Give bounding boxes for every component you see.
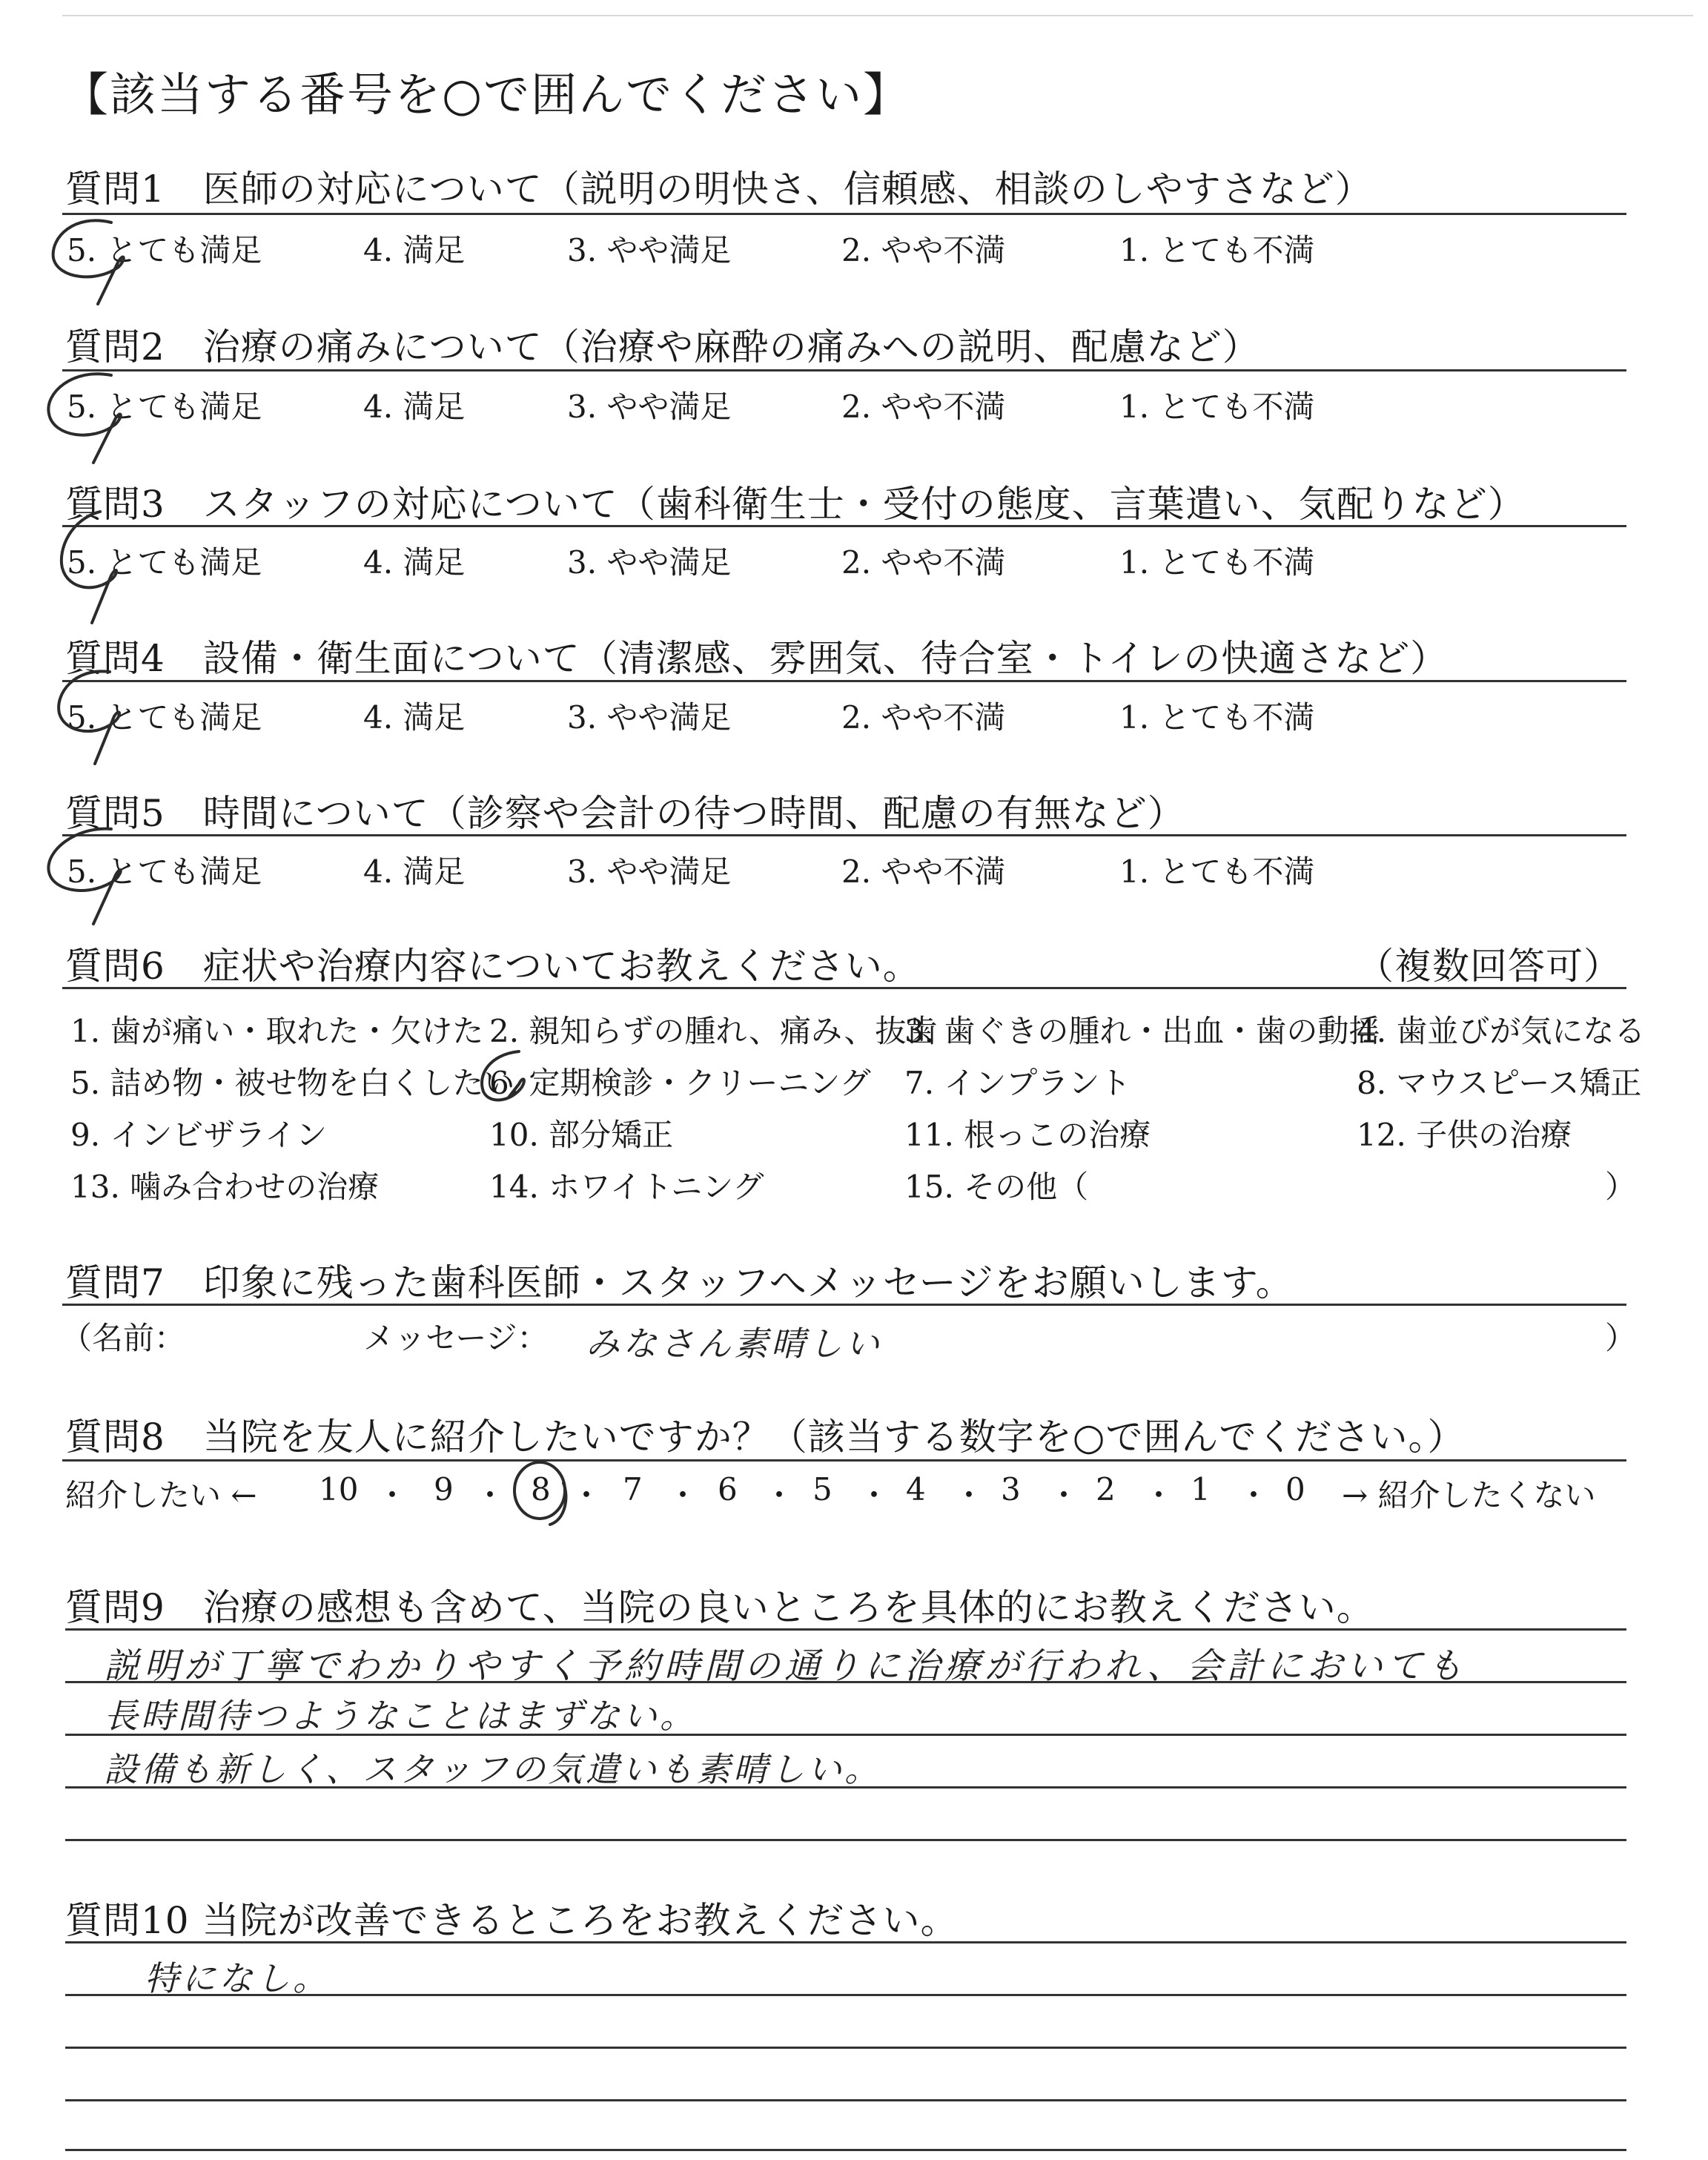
message-close-paren: ） — [1605, 1320, 1637, 1356]
scale-sep: ・ — [1048, 1477, 1080, 1513]
answer-line — [65, 2047, 1626, 2049]
scale-9[interactable]: 9 — [434, 1471, 454, 1507]
answer-line — [65, 1628, 1626, 1631]
option-3[interactable]: 3. やや満足 — [567, 232, 732, 268]
scale-4[interactable]: 4 — [906, 1471, 926, 1507]
option-3[interactable]: 3. やや満足 — [567, 389, 732, 425]
scale-sep: ・ — [1238, 1477, 1270, 1513]
symptom-option[interactable]: 7. インプラント — [904, 1065, 1131, 1101]
top-border — [62, 15, 1693, 16]
scale-10[interactable]: 10 — [319, 1471, 359, 1507]
option-2[interactable]: 2. やや不満 — [841, 699, 1006, 736]
option-5[interactable]: 5. とても満足 — [67, 232, 262, 268]
option-1[interactable]: 1. とても不満 — [1119, 853, 1315, 890]
circle-mark-q8-tail — [550, 1483, 566, 1525]
symptom-option[interactable]: 11. 根っこの治療 — [904, 1117, 1151, 1153]
scale-7[interactable]: 7 — [623, 1471, 643, 1507]
question-title: 質問3 スタッフの対応について（歯科衛生士・受付の態度、言葉遣い、気配りなど） — [65, 483, 1526, 526]
question-title: 質問10 当院が改善できるところをお教えください。 — [65, 1899, 959, 1942]
question-title: 質問4 設備・衛生面について（清潔感、雰囲気、待合室・トイレの快適さなど） — [65, 637, 1449, 680]
symptom-option[interactable]: 2. 親知らずの腫れ、痛み、抜歯 — [489, 1013, 938, 1049]
option-4[interactable]: 4. 満足 — [363, 699, 466, 736]
question-title: 質問5 時間について（診察や会計の待つ時間、配慮の有無など） — [65, 792, 1185, 835]
answer-text[interactable]: 説明が丁寧でわかりやすく予約時間の通りに治療が行われ、会計においても — [104, 1645, 1467, 1687]
answer-line — [65, 1839, 1626, 1841]
divider — [62, 987, 1626, 989]
scale-0[interactable]: 0 — [1285, 1471, 1305, 1507]
divider — [62, 834, 1626, 836]
scale-sep: ・ — [377, 1477, 408, 1513]
scale-sep: ・ — [953, 1477, 985, 1513]
name-label: （名前： — [61, 1320, 186, 1356]
answer-text[interactable]: 設備も新しく、スタッフの気遣いも素晴しい。 — [104, 1749, 882, 1789]
scale-sep: ・ — [764, 1477, 795, 1513]
option-4[interactable]: 4. 満足 — [363, 544, 466, 581]
question-title: 質問6 症状や治療内容についてお教えください。 — [65, 945, 921, 988]
option-2[interactable]: 2. やや不満 — [841, 389, 1006, 425]
option-5[interactable]: 5. とても満足 — [67, 699, 262, 736]
scale-5[interactable]: 5 — [812, 1471, 833, 1507]
divider — [62, 1304, 1626, 1306]
answer-text[interactable]: 特になし。 — [145, 1958, 330, 1998]
symptom-option[interactable]: 8. マウスピース矯正 — [1357, 1065, 1642, 1101]
form-heading: 【該当する番号を○で囲んでください】 — [62, 67, 911, 122]
option-1[interactable]: 1. とても不満 — [1119, 389, 1315, 425]
symptom-option[interactable]: 9. インビザライン — [70, 1117, 328, 1153]
option-1[interactable]: 1. とても不満 — [1119, 544, 1315, 581]
symptom-option[interactable]: 5. 詰め物・被せ物を白くしたい — [70, 1065, 515, 1101]
answer-line — [65, 2099, 1626, 2101]
question-title: 質問9 治療の感想も含めて、当院の良いところを具体的にお教えください。 — [65, 1586, 1374, 1629]
option-4[interactable]: 4. 満足 — [363, 853, 466, 890]
option-3[interactable]: 3. やや満足 — [567, 853, 732, 890]
scale-sep: ・ — [858, 1477, 890, 1513]
scale-2[interactable]: 2 — [1096, 1471, 1116, 1507]
scale-8[interactable]: 8 — [531, 1471, 551, 1507]
symptom-option[interactable]: 13. 噛み合わせの治療 — [70, 1169, 380, 1205]
scale-sep: ・ — [571, 1477, 603, 1513]
divider — [62, 680, 1626, 682]
divider — [62, 525, 1626, 527]
scale-sep: ・ — [1143, 1477, 1175, 1513]
option-5[interactable]: 5. とても満足 — [67, 853, 262, 890]
recommend-right-label: → 紹介したくない — [1342, 1477, 1596, 1513]
option-2[interactable]: 2. やや不満 — [841, 544, 1006, 581]
scale-sep: ・ — [667, 1477, 699, 1513]
symptom-option[interactable]: 14. ホワイトニング — [489, 1169, 764, 1205]
answer-line — [65, 1941, 1626, 1943]
question-title: 質問7 印象に残った歯科医師・スタッフへメッセージをお願いします。 — [65, 1261, 1294, 1304]
option-1[interactable]: 1. とても不満 — [1119, 232, 1315, 268]
scale-sep: ・ — [474, 1477, 506, 1513]
divider — [62, 369, 1626, 371]
symptom-option[interactable]: 3. 歯ぐきの腫れ・出血・歯の動揺 — [904, 1013, 1380, 1049]
symptom-option[interactable]: 1. 歯が痛い・取れた・欠けた — [70, 1013, 484, 1049]
message-value[interactable]: みなさん素晴しい — [586, 1324, 882, 1364]
option-3[interactable]: 3. やや満足 — [567, 544, 732, 581]
divider — [62, 213, 1626, 215]
symptom-option[interactable]: 6. 定期検診・クリーニング — [489, 1065, 871, 1101]
scale-6[interactable]: 6 — [718, 1471, 738, 1507]
answer-line — [65, 2149, 1626, 2151]
scale-1[interactable]: 1 — [1191, 1471, 1211, 1507]
multiple-answer-note: （複数回答可） — [1357, 945, 1621, 988]
symptom-option[interactable]: 10. 部分矯正 — [489, 1117, 674, 1153]
symptom-option[interactable]: 4. 歯並びが気になる — [1357, 1013, 1646, 1049]
option-4[interactable]: 4. 満足 — [363, 232, 466, 268]
option-1[interactable]: 1. とても不満 — [1119, 699, 1315, 736]
scale-3[interactable]: 3 — [1001, 1471, 1021, 1507]
option-5[interactable]: 5. とても満足 — [67, 389, 262, 425]
recommend-left-label: 紹介したい ← — [65, 1477, 257, 1513]
question-title: 質問8 当院を友人に紹介したいですか？（該当する数字を○で囲んでください。） — [65, 1416, 1466, 1459]
question-title: 質問1 医師の対応について（説明の明快さ、信頼感、相談のしやすさなど） — [65, 168, 1373, 211]
symptom-option[interactable]: 12. 子供の治療 — [1357, 1117, 1572, 1153]
symptom-option[interactable]: 15. その他（ — [904, 1169, 1089, 1205]
option-3[interactable]: 3. やや満足 — [567, 699, 732, 736]
message-label: メッセージ： — [363, 1320, 549, 1356]
answer-text[interactable]: 長時間待つようなことはまずない。 — [104, 1696, 697, 1736]
divider — [62, 1459, 1626, 1462]
option-4[interactable]: 4. 満足 — [363, 389, 466, 425]
other-close-paren: ） — [1605, 1169, 1637, 1205]
question-title: 質問2 治療の痛みについて（治療や麻酔の痛みへの説明、配慮など） — [65, 326, 1260, 369]
option-2[interactable]: 2. やや不満 — [841, 853, 1006, 890]
option-5[interactable]: 5. とても満足 — [67, 544, 262, 581]
option-2[interactable]: 2. やや不満 — [841, 232, 1006, 268]
